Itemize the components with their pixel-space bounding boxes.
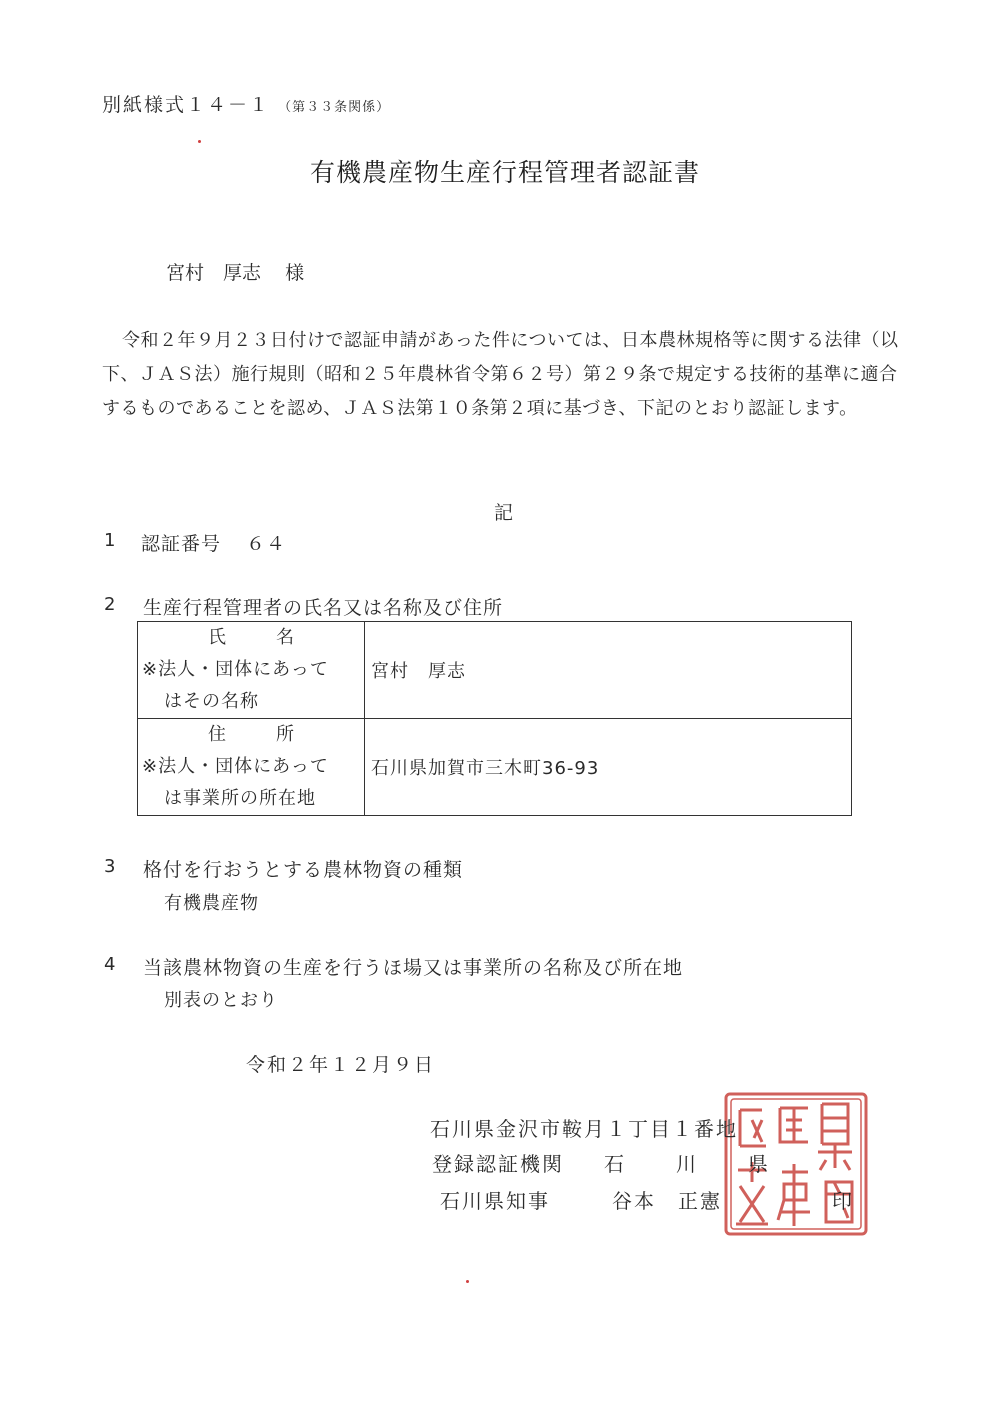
item2-label: 生産行程管理者の氏名又は名称及び住所 <box>143 597 504 619</box>
name-label-cell <box>138 622 365 719</box>
item3-number: 3 <box>104 856 116 877</box>
addressee <box>166 258 304 285</box>
stamp-mark: 印 <box>832 1189 854 1213</box>
form-number: 別紙様式１４－１ <box>102 94 271 116</box>
form-reference: （第３３条関係） <box>278 100 391 115</box>
item3-label: 格付を行おうとする農林物資の種類 <box>143 859 464 881</box>
item4-value: 別表のとおり <box>164 990 278 1011</box>
address-label-cell <box>138 719 365 816</box>
address-label: 住所 <box>208 724 344 745</box>
scan-speck <box>198 140 201 143</box>
item2-number: 2 <box>104 594 116 615</box>
name-row <box>138 622 852 719</box>
addressee-honorific: 様 <box>285 262 305 284</box>
item4-label: 当該農林物資の生産を行うほ場又は事業所の名称及び所在地 <box>143 957 684 979</box>
scan-speck <box>466 1280 469 1283</box>
item1-value: ６４ <box>246 533 287 555</box>
form-number-line <box>102 90 390 117</box>
address-note-2: は事業所の所在地 <box>164 788 316 809</box>
official-title: 石川県知事 <box>440 1189 550 1213</box>
name-label: 氏名 <box>208 627 344 648</box>
issue-date: 令和２年１２月９日 <box>246 1054 436 1076</box>
name-value: 宮村 厚志 <box>365 622 852 719</box>
issuer-body-name: 石 川 県 <box>604 1152 772 1176</box>
issuer-address: 石川県金沢市鞍月１丁目１番地 <box>430 1117 738 1141</box>
name-note-2: はその名称 <box>164 691 259 712</box>
address-row <box>138 719 852 816</box>
name-note-1: ※法人・団体にあって <box>142 659 329 680</box>
official-name: 谷本 正憲 <box>612 1189 722 1213</box>
item4-number: 4 <box>104 954 116 975</box>
issuer-body-label: 登録認証機関 <box>432 1152 564 1176</box>
item1-number: 1 <box>104 530 116 551</box>
document-title: 有機農産物生産行程管理者認証書 <box>310 158 701 187</box>
address-value: 石川県加賀市三木町36-93 <box>365 719 852 816</box>
body-paragraph <box>102 324 902 426</box>
item1-label: 認証番号 <box>141 533 222 555</box>
addressee-name: 宮村 厚志 <box>166 262 262 284</box>
address-note-1: ※法人・団体にあって <box>142 756 329 777</box>
ki-heading: 記 <box>494 502 514 524</box>
body-text: 令和２年９月２３日付けで認証申請があった件については、日本農林規格等に関する法律（以下、ＪＡＳ法）施行規則（昭和２５年農林省令第６２号）第２９条で規定する技術的基準に適合するものであることを認め、ＪＡＳ法第１０条第２項に基づき、下記のとおり認証します。 <box>102 330 899 419</box>
item3-value: 有機農産物 <box>164 893 259 914</box>
producer-info-table <box>137 621 852 816</box>
